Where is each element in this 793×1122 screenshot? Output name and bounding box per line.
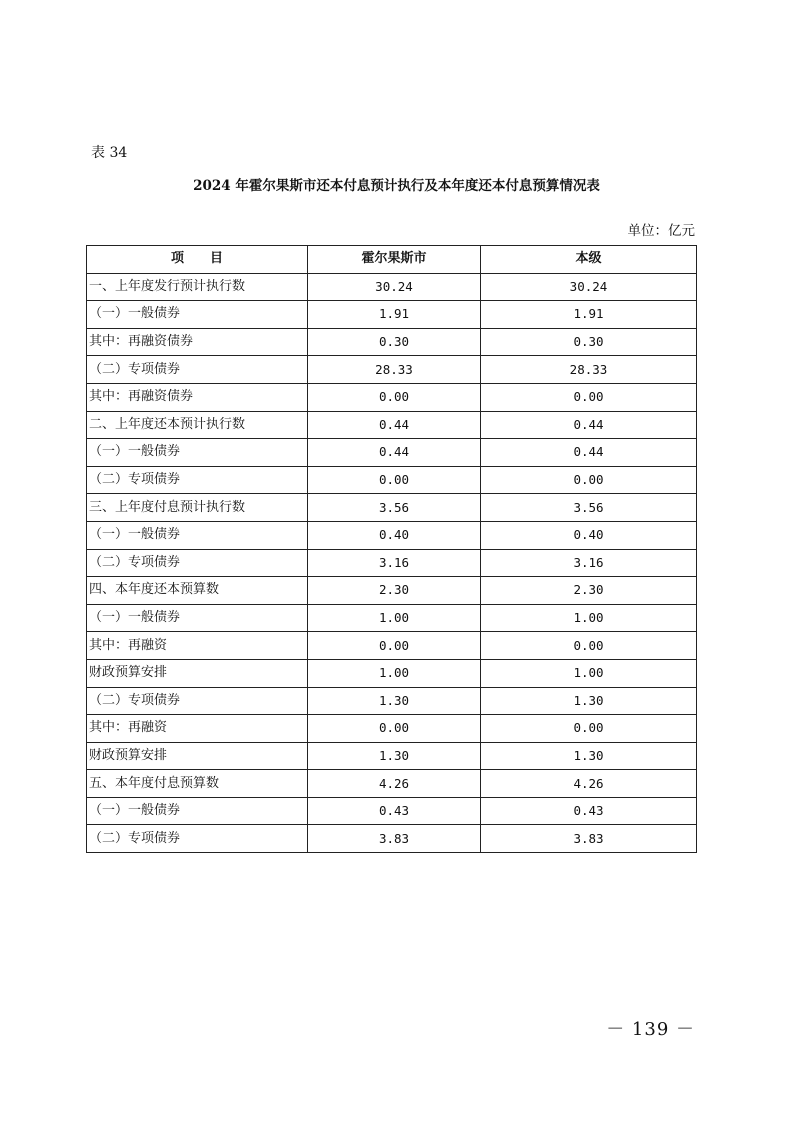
row-city-value: 0.00 [308,715,481,743]
row-city-value: 1.91 [308,301,481,329]
row-city-value: 0.00 [308,383,481,411]
table-header-row [87,246,697,274]
row-item-label: 五、本年度付息预算数 [87,770,308,798]
debt-table [86,245,697,853]
table-row [87,466,697,494]
row-level-value: 1.30 [481,687,697,715]
row-item-label: （二）专项债券 [87,687,308,715]
row-level-value: 30.24 [481,273,697,301]
table-row [87,770,697,798]
table-row [87,521,697,549]
row-level-value: 0.00 [481,383,697,411]
row-item-label: 一、上年度发行预计执行数 [87,273,308,301]
row-city-value: 0.00 [308,632,481,660]
row-level-value: 1.00 [481,604,697,632]
row-item-label: （一）一般债券 [87,521,308,549]
table-row [87,549,697,577]
row-item-label: （二）专项债券 [87,466,308,494]
row-city-value: 3.83 [308,825,481,853]
unit-label: 单位：亿元 [627,223,695,239]
row-item-label: （二）专项债券 [87,825,308,853]
header-item: 项 目 [87,246,308,274]
table-row [87,273,697,301]
row-item-label: （一）一般债券 [87,301,308,329]
table-row [87,577,697,605]
table-row [87,383,697,411]
row-level-value: 0.00 [481,715,697,743]
table-row [87,328,697,356]
row-city-value: 1.00 [308,659,481,687]
row-level-value: 3.83 [481,825,697,853]
row-city-value: 0.40 [308,521,481,549]
row-city-value: 3.16 [308,549,481,577]
row-city-value: 3.56 [308,494,481,522]
header-level: 本级 [481,246,697,274]
page-number: － 139 － [606,1019,695,1040]
row-level-value: 4.26 [481,770,697,798]
table-row [87,411,697,439]
row-city-value: 2.30 [308,577,481,605]
row-level-value: 0.40 [481,521,697,549]
table-row [87,659,697,687]
row-level-value: 28.33 [481,356,697,384]
table-body [87,273,697,852]
row-item-label: 其中：再融资 [87,632,308,660]
table-row [87,632,697,660]
row-item-label: 财政预算安排 [87,659,308,687]
row-level-value: 0.00 [481,632,697,660]
table-row [87,439,697,467]
row-level-value: 0.43 [481,797,697,825]
table-row [87,494,697,522]
row-city-value: 0.30 [308,328,481,356]
row-level-value: 0.00 [481,466,697,494]
row-level-value: 1.00 [481,659,697,687]
table-row [87,301,697,329]
row-item-label: 三、上年度付息预计执行数 [87,494,308,522]
row-item-label: （二）专项债券 [87,356,308,384]
row-item-label: （二）专项债券 [87,549,308,577]
table-label: 表 34 [91,145,128,161]
row-city-value: 0.44 [308,439,481,467]
row-city-value: 28.33 [308,356,481,384]
table-row [87,797,697,825]
row-item-label: （一）一般债券 [87,604,308,632]
row-level-value: 2.30 [481,577,697,605]
row-item-label: 其中：再融资债券 [87,383,308,411]
row-level-value: 0.30 [481,328,697,356]
row-item-label: 其中：再融资 [87,715,308,743]
document-title: 2024 年霍尔果斯市还本付息预计执行及本年度还本付息预算情况表 [193,178,600,194]
row-item-label: 财政预算安排 [87,742,308,770]
row-item-label: （一）一般债券 [87,797,308,825]
row-level-value: 3.16 [481,549,697,577]
table-row [87,825,697,853]
row-city-value: 1.00 [308,604,481,632]
row-item-label: 二、上年度还本预计执行数 [87,411,308,439]
table-row [87,356,697,384]
table-row [87,604,697,632]
row-item-label: （一）一般债券 [87,439,308,467]
row-city-value: 0.00 [308,466,481,494]
row-city-value: 0.44 [308,411,481,439]
row-level-value: 1.30 [481,742,697,770]
table-row [87,742,697,770]
row-level-value: 0.44 [481,439,697,467]
row-city-value: 0.43 [308,797,481,825]
table-row [87,715,697,743]
row-city-value: 4.26 [308,770,481,798]
row-city-value: 1.30 [308,742,481,770]
row-item-label: 其中：再融资债券 [87,328,308,356]
row-level-value: 0.44 [481,411,697,439]
row-city-value: 30.24 [308,273,481,301]
row-level-value: 3.56 [481,494,697,522]
row-level-value: 1.91 [481,301,697,329]
row-city-value: 1.30 [308,687,481,715]
row-item-label: 四、本年度还本预算数 [87,577,308,605]
table-row [87,687,697,715]
header-city: 霍尔果斯市 [308,246,481,274]
